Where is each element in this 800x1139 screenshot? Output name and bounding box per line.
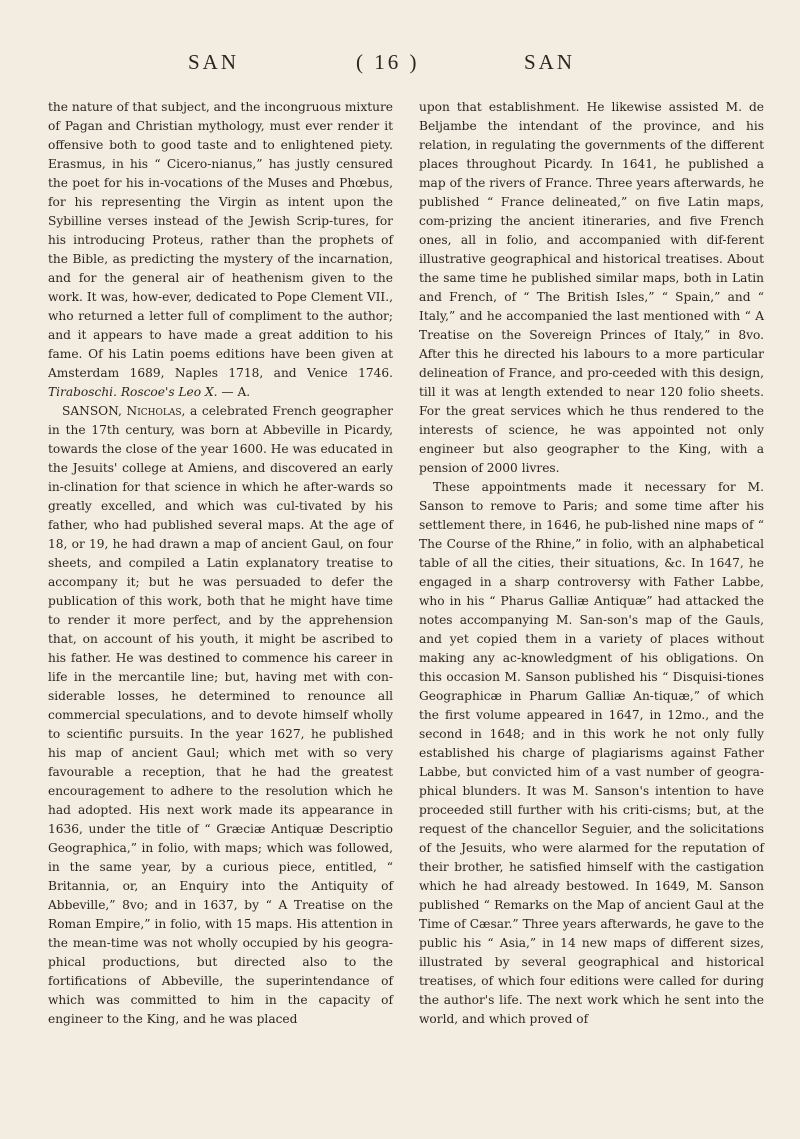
author-signature: — A. <box>221 385 251 399</box>
citation: Tiraboschi. Roscoe's Leo X. <box>48 385 218 399</box>
header-left-word: SAN <box>188 50 240 74</box>
page-number: ( 16 ) <box>356 50 420 74</box>
paragraph-right-1: upon that establishment. He likewise assisted M. de Beljambe the intendant of the province, and his relation, in regulating the governments of the different places throughout Picardy. In 1641, he published a map of the rivers of France. Three years afterwards, he published “ France delineated,” on five Latin maps, com-prizing the ancient itineraries, and five French ones, all in folio, and accompanied with dif-ferent illustrative geographical and historical treatises. About the same time he published similar maps, both in Latin and French, of “ The British Isles,” “ Spain,” and “ Italy,” and he accompanied the last mentioned with “ A Treatise on the Sovereign Princes of Italy,” in 8vo. After this he directed his labours to a more particular delineation of France, and pro-ceeded with this design, till it was at length extended to near 120 folio sheets. For the great services which he thus rendered to the interests of science, he was appointed not only engineer but also geographer to the King, with a pension of 2000 livres. <box>419 100 764 475</box>
running-header <box>0 50 800 84</box>
header-right-word: SAN <box>524 50 576 74</box>
left-column <box>48 98 393 1029</box>
entry-headword: SANSON, <box>62 404 122 418</box>
paragraph-sanson-entry: SANSON, Nicholas, a celebrated French geographer in the 17th century, was born at Abbeville in Picardy, towards the close of the year 1600. He was educated in the Jesuits' college at Amiens, and discovered an early in-clination for that science in which he after-wards so greatly excelled, and which was cul-tivated by his father, who had published several maps. At the age of 18, or 19, he had drawn a map of ancient Gaul, on four sheets, and compiled a Latin explanatory treatise to accompany it; but he was persuaded to defer the publication of this work, both that he might have time to render it more perfect, and by the apprehension that, on account of his youth, it might be ascribed to his father. He was destined to commence his career in life in the mercantile line; but, having met with con-siderable losses, he determined to renounce all commercial speculations, and to devote himself wholly to scientific pursuits. In the year 1627, he published his map of ancient Gaul; which met with so very favourable a reception, that he had the greatest encouragement to adhere to the resolution which he had adopted. His next work made its appearance in 1636, under the title of “ Græciæ Antiquæ Descriptio Geographica,” in folio, with maps; which was followed, in the same year, by a curious piece, entitled, “ Britannia, or, an Enquiry into the Antiquity of Abbeville,” 8vo; and in 1637, by “ A Treatise on the Roman Empire,” in folio, with 15 maps. His attention in the mean-time was not wholly occupied by his geogra-phical productions, but directed also to the fortifications of Abbeville, the superintendance of which was committed to him in the capacity of engineer to the King, and he was placed <box>48 404 393 1026</box>
paragraph-end-of-previous-entry: the nature of that subject, and the incongruous mixture of Pagan and Christian mythology, must ever render it offensive both to good taste and to enlightened piety. Erasmus, in his “ Cicero-nianus,” has justly censured the poet for his in-vocations of the Muses and Phœbus, for his representing the Virgin as intent upon the Sybilline verses instead of the Jewish Scrip-tures, for his introducing Proteus, rather than the prophets of the Bible, as predicting the mystery of the incarnation, and for the general air of heathenism given to the work. It was, how-ever, dedicated to Pope Clement VII., who returned a letter full of compliment to the author; and it appears to have made a great addition to his fame. Of his Latin poems editions have been given at Amsterdam 1689, Naples 1718, and Venice 1746. Tiraboschi. Roscoe's Leo X. — A. <box>48 100 393 399</box>
paragraph-right-2: These appointments made it necessary for M. Sanson to remove to Paris; and some time after his settlement there, in 1646, he pub-lished nine maps of “ The Course of the Rhine,” in folio, with an alphabetical table of all the cities, their situations, &c. In 1647, he engaged in a sharp controversy with Father Labbe, who in his “ Pharus Galliæ Antiquæ” had attacked the notes accompanying M. San-son's map of the Gauls, and yet copied them in a variety of places without making any ac-knowledgment of his obligations. On this occasion M. Sanson published his “ Disquisi-tiones Geographicæ in Pharum Galliæ An-tiquæ,” of which the first volume appeared in 1647, in 12mo., and the second in 1648; and in this work he not only fully established his charge of plagiarisms against Father Labbe, but convicted him of a vast number of geogra-phical blunders. It was M. Sanson's intention to have proceeded still further with his criti-cisms; but, at the request of the chancellor Seguier, and the solicitations of the Jesuits, who were alarmed for the reputation of their brother, he satisfied himself with the castigation which he had already bestowed. In 1649, M. Sanson published “ Remarks on the Map of ancient Gaul at the Time of Cæsar.” Three years afterwards, he gave to the public his “ Asia,” in 14 new maps of different sizes, illustrated by several geographical and historical treatises, of which four editions were called for during the author's life. The next work which he sent into the world, and which proved of <box>419 480 764 1026</box>
right-column <box>419 98 764 1029</box>
entry-forename: Nicholas, <box>126 404 186 418</box>
